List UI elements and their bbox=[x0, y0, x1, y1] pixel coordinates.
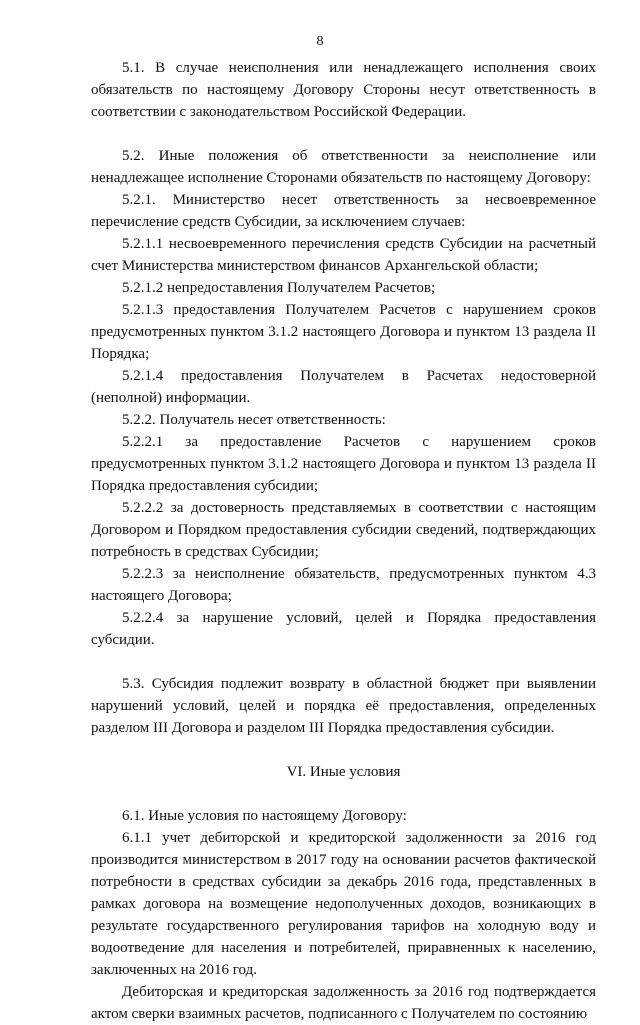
paragraph: 5.2.1.3 предоставления Получателем Расчетов с нарушением сроков предусмотренных пунктом 3.1.2 настоящего Договора и пунктом 13 раздела II Порядка; bbox=[91, 302, 596, 362]
paragraph: 6.1.1 учет дебиторской и кредиторской задолженности за 2016 год производится министерством в 2017 году на основании расчетов фактической потребности в средствах субсидии за декабрь 2016 года, представленных в рамках договора на возмещение недополученных доходов, возникающих в результате государственного регулирования тарифов на холодную воду и водоотведение для населения и потребителей, приравненных к населению, заключенных на 2016 год. bbox=[91, 830, 596, 978]
paragraph: 5.2.1.1 несвоевременного перечисления средств Субсидии на расчетный счет Министерства министерством финансов Архангельской области; bbox=[91, 236, 596, 274]
paragraph: 5.1. В случае неисполнения или ненадлежащего исполнения своих обязательств по настоящему Договору Стороны несут ответственность в соответствии с законодательством Российской Федерации. bbox=[91, 60, 596, 120]
paragraph: 5.2.1.2 непредоставления Получателем Расчетов; bbox=[122, 280, 436, 296]
section-title: VI. Иные условия bbox=[286, 764, 401, 780]
page-number: 8 bbox=[316, 34, 324, 49]
paragraph: 5.2.2.3 за неисполнение обязательств, предусмотренных пунктом 4.3 настоящего Договора; bbox=[91, 566, 596, 604]
paragraph: 5.2.2.1 за предоставление Расчетов с нарушением сроков предусмотренных пунктом 3.1.2 настоящего Договора и пунктом 13 раздела II Порядка предоставления субсидии; bbox=[91, 434, 596, 494]
document-body bbox=[91, 57, 596, 1025]
paragraph: 5.2.1. Министерство несет ответственность за несвоевременное перечисление средств Субсидии, за исключением случаев: bbox=[91, 192, 596, 230]
paragraph: Дебиторская и кредиторская задолженность за 2016 год подтверждается актом сверки взаимных расчетов, подписанного с Получателем по состоянию bbox=[91, 984, 596, 1022]
paragraph: 5.2.2. Получатель несет ответственность: bbox=[122, 412, 386, 428]
paragraph: 5.2. Иные положения об ответственности за неисполнение или ненадлежащее исполнение Сторонами обязательств по настоящему Договору: bbox=[91, 148, 596, 186]
paragraph: 6.1. Иные условия по настоящему Договору: bbox=[122, 808, 407, 824]
paragraph: 5.2.2.4 за нарушение условий, целей и Порядка предоставления субсидии. bbox=[91, 610, 596, 648]
paragraph: 5.2.2.2 за достоверность представляемых в соответствии с настоящим Договором и Порядком предоставления субсидии сведений, подтверждающих потребность в средствах Субсидии; bbox=[91, 500, 596, 560]
paragraph: 5.3. Субсидия подлежит возврату в областной бюджет при выявлении нарушений условий, целей и порядка её предоставления, определенных разделом III Договора и разделом III Порядка предоставления субсидии. bbox=[91, 676, 596, 736]
paragraph: 5.2.1.4 предоставления Получателем в Расчетах недостоверной (неполной) информации. bbox=[91, 368, 596, 406]
